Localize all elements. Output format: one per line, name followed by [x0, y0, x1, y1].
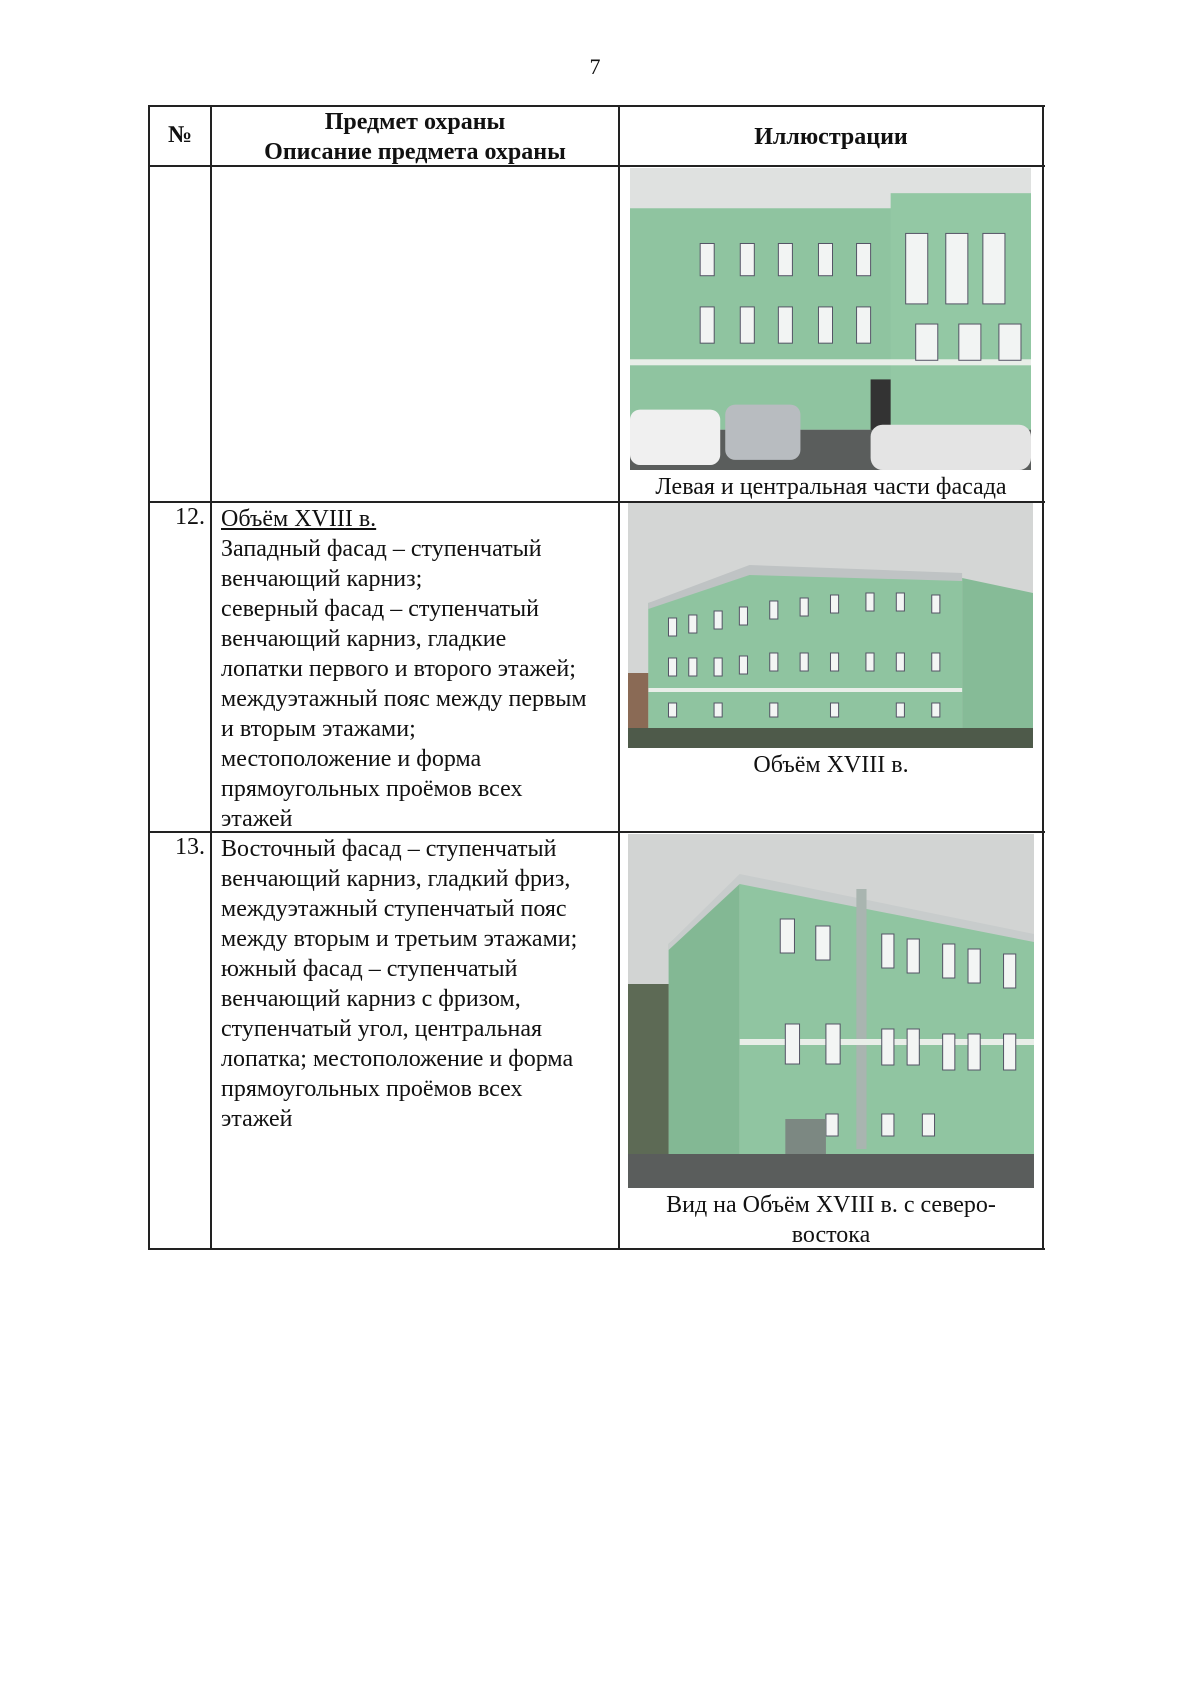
- row-12-description: Западный фасад – ступенчатый венчающий карниз; северный фасад – ступенчатый венчающий карниз, гладкие лопатки первого и второго этажей; междуэтажный пояс между первым и вторым этажами; местоположение и форма прямоугольных проёмов всех этажей: [221, 536, 587, 832]
- header-subject-title: Предмет охраны: [324, 109, 506, 135]
- caption-row-13: Вид на Объём XVIII в. с северо- востока: [666, 1192, 996, 1248]
- page-number: 7: [589, 54, 601, 79]
- header-subject: [212, 107, 618, 167]
- row-number-13: 13.: [175, 834, 205, 860]
- header-number: №: [167, 122, 193, 148]
- row-12-title: Объём XVIII в.: [221, 506, 377, 532]
- facade-photo-left-central: [630, 168, 1031, 470]
- caption-row-12: Объём XVIII в.: [753, 752, 909, 778]
- header-illustrations: Иллюстрации: [754, 124, 908, 150]
- row-number-12: 12.: [175, 504, 205, 530]
- row-13-description: Восточный фасад – ступенчатый венчающий карниз, гладкий фриз, междуэтажный ступенчатый пояс между вторым и третьим этажами; южный фасад – ступенчатый венчающий карниз с фризом, ступенчатый угол, центральная лопатка; местоположение и форма прямоугольных проёмов всех этажей: [221, 836, 578, 1132]
- volume-xviii-photo: [628, 503, 1033, 748]
- caption-row-1: Левая и центральная части фасада: [655, 474, 1007, 500]
- volume-xviii-northeast-photo: [628, 834, 1034, 1188]
- header-subject-description: Описание предмета охраны: [264, 139, 566, 165]
